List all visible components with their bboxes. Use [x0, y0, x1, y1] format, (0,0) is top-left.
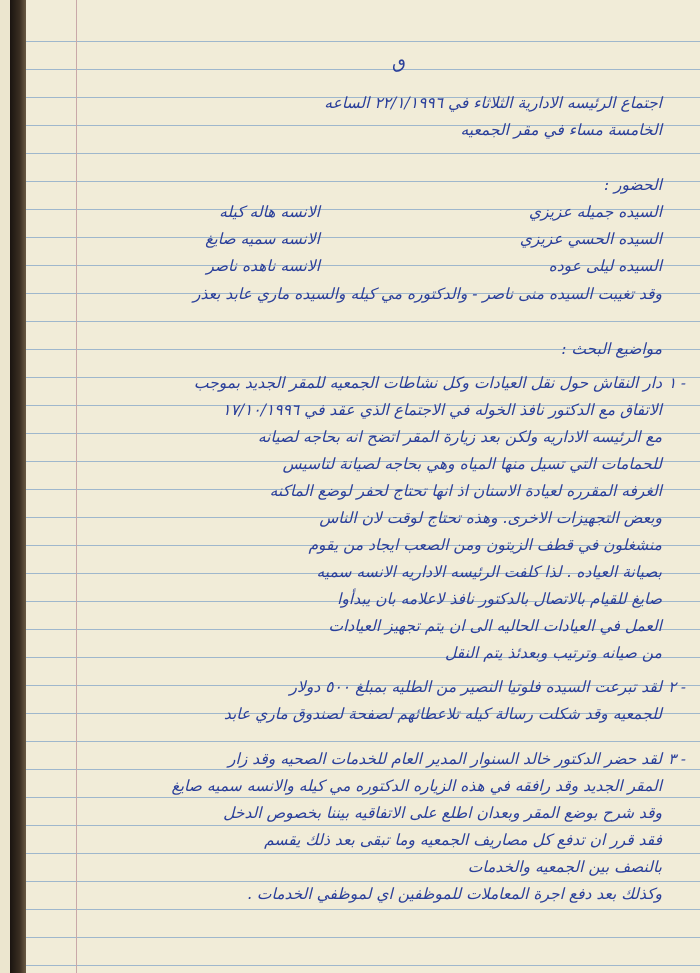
attendee-right-1: السيده جميله عزيزي [528, 203, 662, 221]
item-1-number: ١ - [668, 374, 686, 392]
title-line-2: الخامسة مساء في مقر الجمعيه [460, 121, 662, 139]
item-3-line: لقد حضر الدكتور خالد السنوار المدير العام للخدمات الصحيه وقد زار [228, 750, 662, 768]
item-1-line: بصيانة العياده . لذا كلفت الرئيسه الاداريه الانسه سميه [316, 563, 662, 581]
topics-heading: مواضيع البحث : [561, 340, 662, 358]
item-3-line: بالنصف بين الجمعيه والخدمات [467, 858, 662, 876]
attendee-left-2: الانسه سميه صايغ [205, 230, 320, 248]
notebook-binding [10, 0, 26, 973]
item-3-line: وقد شرح بوضع المقر وبعدان اطلع على الاتفاقيه بيننا بخصوص الدخل [223, 804, 662, 822]
item-1-line: الاتفاق مع الدكتور نافذ الخوله في الاجتماع الذي عقد في ١٧/١٠/١٩٩٦ [222, 401, 662, 419]
item-1-line: صايغ للقيام بالاتصال بالدكتور نافذ لاعلامه بان يبدأوا [337, 590, 662, 608]
attendee-right-2: السيده الحسي عزيزي [519, 230, 662, 248]
title-line-1: اجتماع الرئيسه الادارية الثلاثاء في ٢٢/١/١٩٩٦ الساعه [324, 94, 662, 112]
attendee-left-1: الانسه هاله كيله [219, 203, 320, 221]
item-2-line: للجمعيه وقد شكلت رسالة كيله تلاعطائهم لصفحة لصندوق ماري عابد [223, 705, 662, 723]
item-1-line: من صيانه وترتيب وبعدئذ يتم النقل [445, 644, 662, 662]
item-3-number: ٣ - [668, 750, 686, 768]
item-1-line: منشغلون في قطف الزيتون ومن الصعب ايجاد من يقوم [308, 536, 662, 554]
item-1-line: مع الرئيسه الاداريه ولكن بعد زيارة المقر اتضح انه بحاجه لصيانه [257, 428, 662, 446]
margin-line [76, 0, 77, 973]
item-1-line: الغرفه المقرره لعيادة الاسنان اذ انها تحتاج لحفر لوضع الماكنه [269, 482, 662, 500]
attendee-left-3: الانسه ناهده ناصر [206, 257, 320, 275]
item-1-line: وبعض التجهيزات الاخرى. وهذه تحتاج لوقت لان الناس [319, 509, 662, 527]
item-3-line: وكذلك بعد دفع اجرة المعاملات للموظفين اي لموظفي الخدمات . [247, 885, 662, 903]
absence-line: وقد تغيبت السيده منى ناصر - والدكتوره مي كيله والسيده ماري عابد بعذر [193, 285, 662, 303]
item-2-line: لقد تبرعت السيده فلوتيا النصير من الطليه بمبلغ ٥٠٠ دولار [289, 678, 662, 696]
page-mark: ٯ [392, 52, 406, 73]
item-1-line: دار النقاش حول نقل العيادات وكل نشاطات الجمعيه للمقر الجديد بموجب [193, 374, 662, 392]
item-1-line: للحمامات التي تسيل منها المياه وهي بحاجه لصيانة لتاسيس [282, 455, 662, 473]
item-1-line: العمل في العيادات الحاليه الى ان يتم تجهيز العيادات [328, 617, 662, 635]
item-3-line: فقد قرر ان تدفع كل مصاريف الجمعيه وما تبقى بعد ذلك يقسم [264, 831, 662, 849]
item-2-number: ٢ - [668, 678, 686, 696]
item-3-line: المقر الجديد وقد رافقه في هذه الزياره الدكتوره مي كيله والانسه سميه صايغ [171, 777, 662, 795]
attendance-heading: الحضور : [603, 176, 662, 194]
attendee-right-3: السيده ليلى عوده [548, 257, 662, 275]
